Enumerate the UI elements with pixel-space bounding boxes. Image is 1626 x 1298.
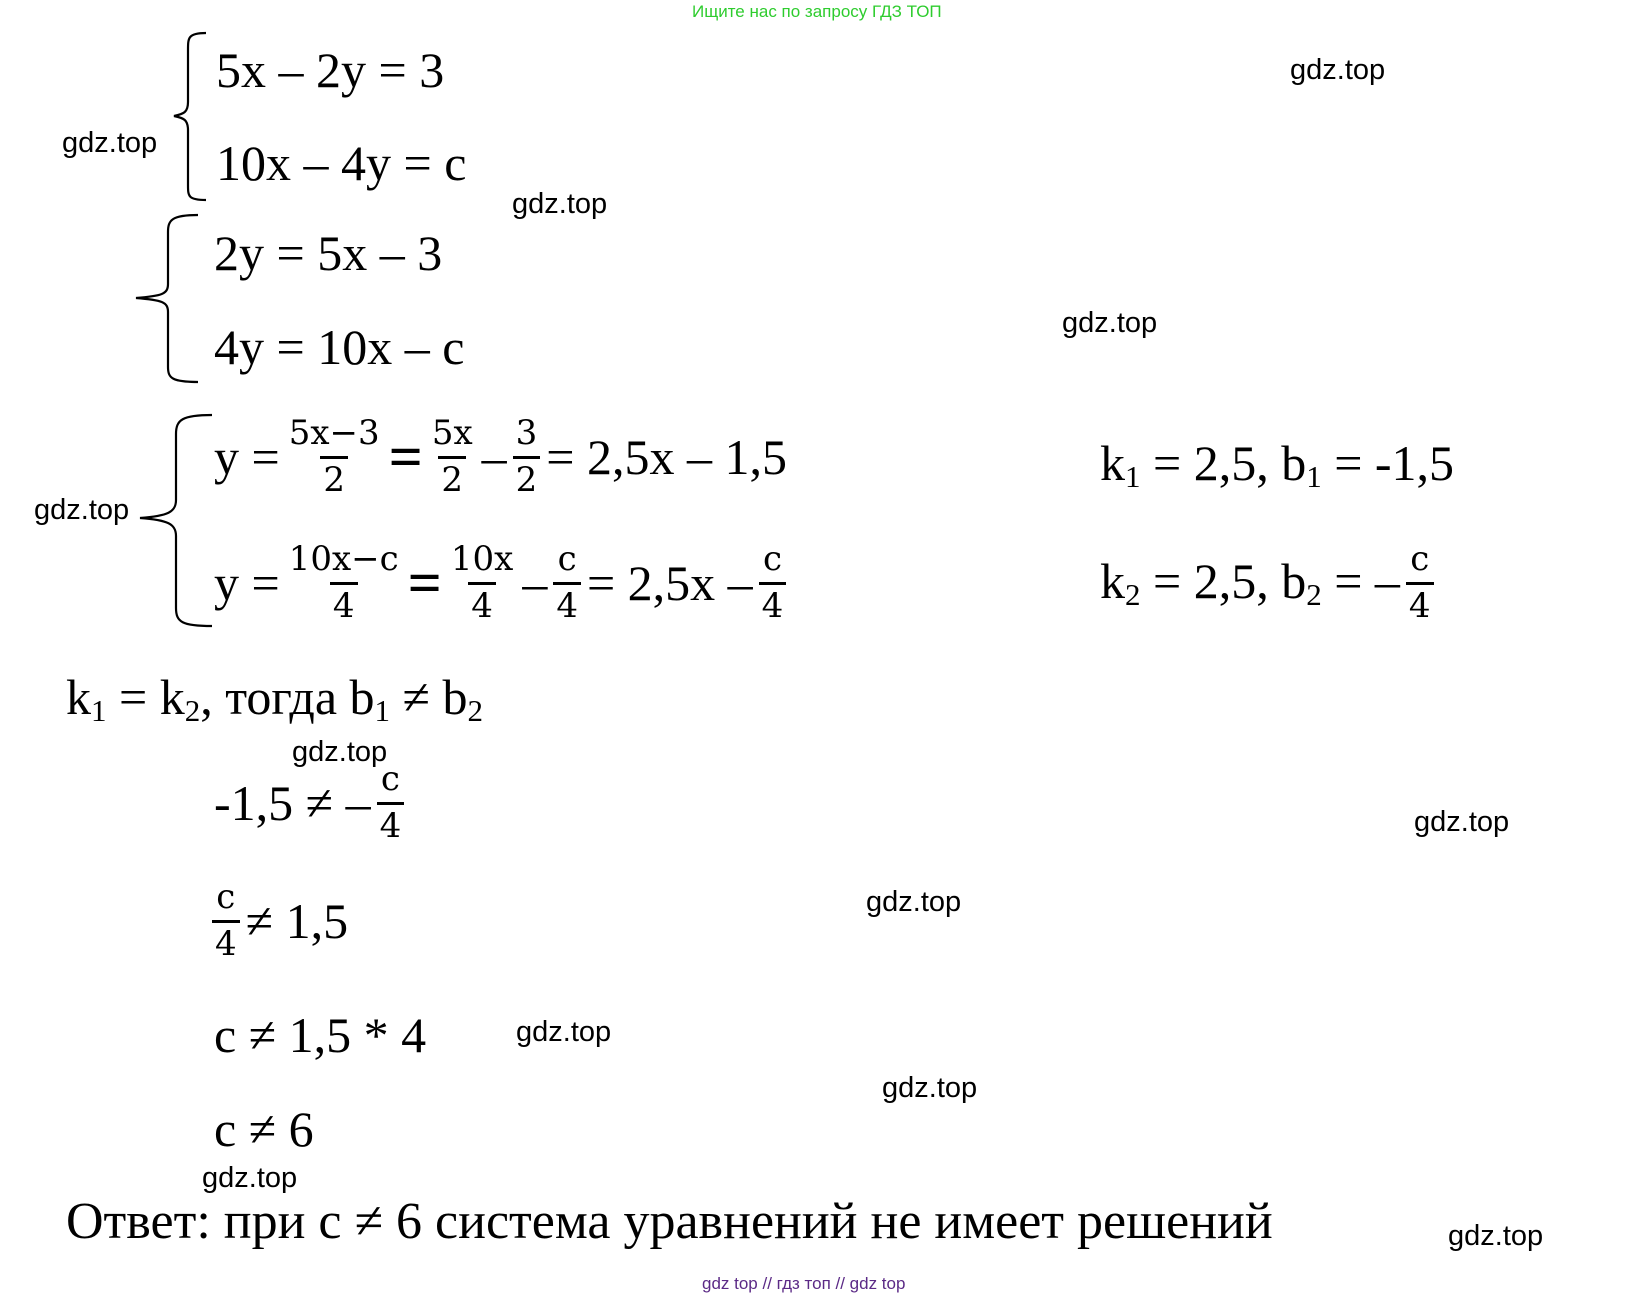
coef-b2-frac <box>1406 538 1434 626</box>
cond-mid: = k <box>106 669 185 725</box>
watermark: gdz.top <box>1414 806 1510 838</box>
coef-k1-rest: = 2,5, b <box>1140 435 1307 491</box>
watermark: gdz.top <box>1448 1220 1544 1252</box>
row2-frac4-num: c <box>762 538 783 579</box>
coef-b1-rest: = -1,5 <box>1321 435 1455 491</box>
system3-row1 <box>214 412 787 502</box>
step3: c ≠ 1,5 * 4 <box>214 1007 427 1063</box>
coef-k2-rest: = 2,5, b <box>1140 553 1307 610</box>
row1-frac2 <box>429 412 476 500</box>
coef-b2-num: c <box>1410 538 1430 579</box>
coef-b2-rest: = – <box>1321 553 1400 610</box>
coef-b2-den: 4 <box>1406 582 1434 625</box>
system1-eq2: 10x – 4y = c <box>216 135 467 191</box>
step2 <box>206 876 348 966</box>
row2-frac4-den: 4 <box>759 582 787 625</box>
row2-frac2-num: 10x <box>450 538 514 579</box>
step2-num: c <box>216 876 236 917</box>
row2-frac3-den: 4 <box>553 582 581 625</box>
system3-brace <box>136 412 216 632</box>
coef-k2-sub: 2 <box>1125 576 1141 612</box>
coef-b2-sub: 2 <box>1306 576 1322 612</box>
row1-frac3-num: 3 <box>515 412 538 453</box>
row2-frac3 <box>553 538 581 626</box>
row1-frac2-num: 5x <box>431 412 473 453</box>
coef-line2 <box>1100 538 1440 628</box>
row2-frac1 <box>286 538 402 626</box>
header-text: Ищите нас по запросу ГДЗ ТОП <box>692 2 942 21</box>
system1-brace <box>170 30 210 205</box>
footer-text: gdz top // гдз топ // gdz top <box>702 1274 906 1293</box>
system3-row2 <box>214 538 792 628</box>
cond-s4: 2 <box>467 692 483 728</box>
row1-frac3-den: 2 <box>513 456 541 499</box>
cond-s2: 2 <box>184 692 201 728</box>
watermark: gdz.top <box>866 886 962 918</box>
step1-num: c <box>380 758 400 799</box>
watermark: gdz.top <box>202 1162 298 1194</box>
condition-line <box>66 669 483 728</box>
system2-eq1: 2y = 5x – 3 <box>214 225 443 281</box>
row2-lhs: y = <box>214 555 280 611</box>
watermark: gdz.top <box>62 127 158 159</box>
row2-frac4 <box>759 538 787 626</box>
row2-rhs: = 2,5x – <box>586 555 753 611</box>
coef-k2: k <box>1100 553 1125 610</box>
cond-s1: 1 <box>91 692 107 728</box>
step2-den: 4 <box>212 920 240 963</box>
row1-frac1-den: 2 <box>320 456 348 499</box>
cond-neq: ≠ b <box>390 669 468 725</box>
system2-eq2: 4y = 10x – c <box>214 319 465 375</box>
system1-eq1: 5x – 2y = 3 <box>216 42 445 98</box>
step2-frac <box>212 876 240 964</box>
watermark: gdz.top <box>882 1072 978 1104</box>
row2-frac1-den: 4 <box>330 582 358 625</box>
row1-lhs: y = <box>214 429 280 485</box>
row1-frac1-num: 5x−3 <box>288 412 380 453</box>
row1-rhs: = 2,5x – 1,5 <box>546 429 787 485</box>
row1-eq: = <box>388 424 423 490</box>
row2-frac2 <box>448 538 516 626</box>
answer-text: Ответ: при c ≠ 6 система уравнений не имеет решений <box>66 1193 1273 1250</box>
row2-frac1-num: 10x−c <box>288 538 399 579</box>
row1-frac2-den: 2 <box>438 456 466 499</box>
coef-line1 <box>1100 435 1455 494</box>
cond-text: , тогда b <box>200 669 375 725</box>
step1-frac <box>377 758 405 846</box>
watermark: gdz.top <box>1290 54 1386 86</box>
row2-frac2-den: 4 <box>468 582 496 625</box>
step2-rhs: ≠ 1,5 <box>245 893 349 949</box>
row1-frac3 <box>513 412 541 500</box>
cond-s3: 1 <box>374 692 391 728</box>
step1-den: 4 <box>377 802 405 845</box>
row2-frac3-num: c <box>557 538 577 579</box>
watermark: gdz.top <box>516 1016 612 1048</box>
step4: c ≠ 6 <box>214 1101 314 1157</box>
row2-eq: = <box>407 550 442 616</box>
row1-frac1 <box>286 412 383 500</box>
step1-lhs: -1,5 ≠ – <box>214 775 371 831</box>
step1 <box>214 758 410 848</box>
watermark: gdz.top <box>1062 307 1158 339</box>
coef-b1-sub: 1 <box>1306 458 1322 494</box>
watermark: gdz.top <box>34 494 130 526</box>
row2-minus: – <box>522 555 548 611</box>
watermark: gdz.top <box>292 736 388 768</box>
coef-k1: k <box>1100 435 1125 491</box>
cond-k: k <box>66 669 91 725</box>
row1-minus: – <box>481 429 507 485</box>
system2-brace <box>132 212 202 387</box>
coef-k1-sub: 1 <box>1125 458 1141 494</box>
watermark: gdz.top <box>512 188 608 220</box>
